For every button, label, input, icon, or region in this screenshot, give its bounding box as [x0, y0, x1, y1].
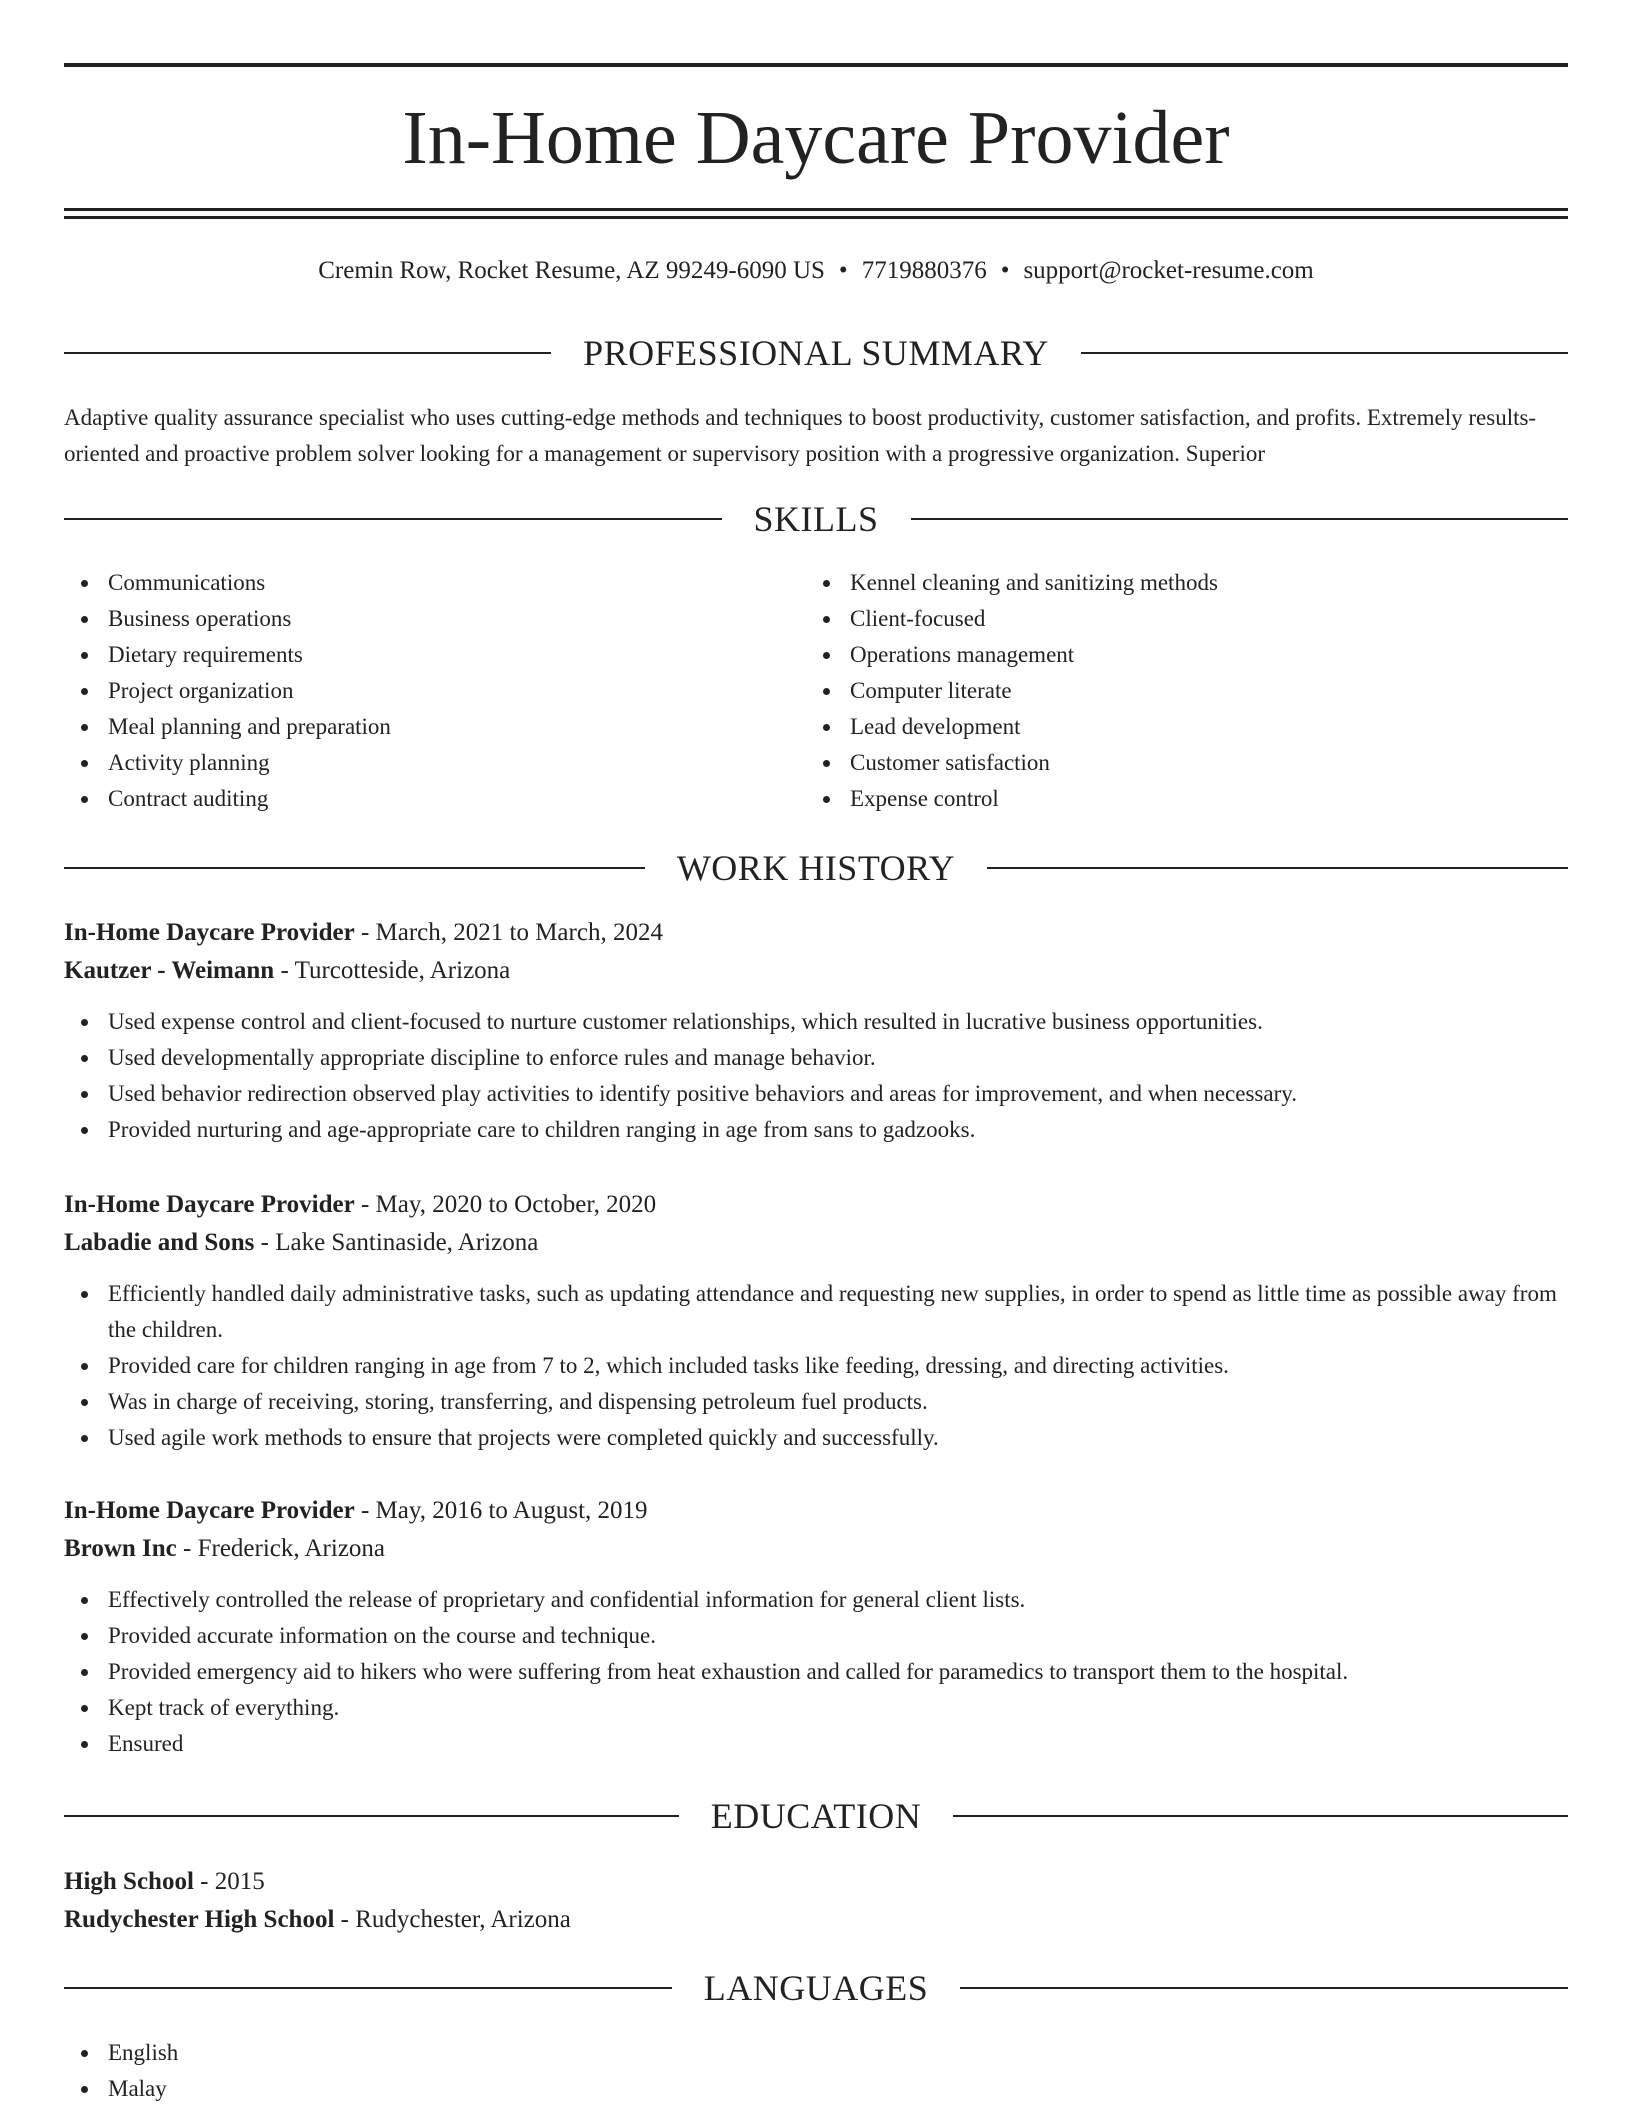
job-dates: May, 2020 to October, 2020: [375, 1191, 657, 1218]
dash: -: [254, 1229, 276, 1256]
job-bullets: [64, 1582, 1568, 1762]
job-bullet: Ensured: [64, 1726, 1568, 1762]
contact-address: Cremin Row, Rocket Resume, AZ 99249-6090 US: [318, 257, 825, 284]
job-bullet: Used developmentally appropriate discipline to enforce rules and manage behavior.: [64, 1040, 1568, 1076]
heading-rule-left: [64, 352, 551, 354]
education-entry: [64, 1863, 1568, 1939]
job-company: Brown Inc: [64, 1535, 177, 1562]
summary-text: Adaptive quality assurance specialist who uses cutting-edge methods and techniques to boost productivity, customer satisfaction, and profits. Extremely results-oriented and proactive problem solver looking for a management or supervisory position with a progressive organization. Superior: [64, 405, 1537, 466]
language-item: English: [64, 2035, 804, 2071]
job-entry: [64, 914, 1568, 1148]
job-bullet: Used behavior redirection observed play activities to identify positive behaviors and areas for improvement, and when necessary.: [64, 1076, 1568, 1112]
dash: -: [334, 1906, 356, 1933]
job-bullet: Provided emergency aid to hikers who were suffering from heat exhaustion and called for paramedics to transport them to the hospital.: [64, 1654, 1568, 1690]
heading-rule-right: [953, 1815, 1568, 1817]
job-title: In-Home Daycare Provider: [64, 1191, 355, 1218]
double-rule-lower: [64, 216, 1568, 219]
dash: -: [354, 1191, 376, 1218]
language-item: Malay: [64, 2071, 804, 2107]
dash: -: [354, 1497, 376, 1524]
job-dates: May, 2016 to August, 2019: [375, 1497, 648, 1524]
job-company-line: [64, 952, 1568, 990]
heading-rule-right: [987, 867, 1568, 869]
section-title: EDUCATION: [710, 1796, 922, 1836]
job-bullets: [64, 1004, 1568, 1148]
skill-item: Communications: [64, 565, 804, 601]
languages-list: [64, 2035, 804, 2107]
job-location: Frederick, Arizona: [197, 1535, 386, 1562]
skill-item: Business operations: [64, 601, 804, 637]
job-location: Turcotteside, Arizona: [294, 957, 511, 984]
job-bullet: Provided accurate information on the course and technique.: [64, 1618, 1568, 1654]
education-school-line: [64, 1901, 1568, 1939]
skill-item: Project organization: [64, 673, 804, 709]
resume-title: In-Home Daycare Provider: [402, 96, 1230, 180]
job-entry: [64, 1186, 1568, 1456]
job-bullet: Was in charge of receiving, storing, transferring, and dispensing petroleum fuel products.: [64, 1384, 1568, 1420]
education-year: 2015: [214, 1868, 265, 1895]
heading-rule-left: [64, 518, 722, 520]
skill-item: Activity planning: [64, 745, 804, 781]
skill-item: Contract auditing: [64, 781, 804, 817]
job-bullet: Kept track of everything.: [64, 1690, 1568, 1726]
education-degree: High School: [64, 1868, 194, 1895]
skill-item: Dietary requirements: [64, 637, 804, 673]
section-heading-education: [64, 1794, 1568, 1838]
job-title-line: [64, 914, 1568, 952]
heading-rule-left: [64, 1987, 672, 1989]
job-location: Lake Santinaside, Arizona: [275, 1229, 539, 1256]
job-title-line: [64, 1492, 1568, 1530]
section-title: WORK HISTORY: [676, 848, 956, 888]
dash: -: [354, 919, 376, 946]
dash: -: [193, 1868, 215, 1895]
section-heading-work: [64, 846, 1568, 890]
top-rule: [64, 63, 1568, 67]
job-entry: [64, 1492, 1568, 1762]
contact-separator: •: [838, 257, 848, 284]
contact-phone: 7719880376: [861, 257, 987, 284]
dash: -: [274, 957, 295, 984]
double-rule-upper: [64, 208, 1568, 211]
contact-line: [64, 254, 1568, 288]
heading-rule-right: [1081, 352, 1568, 354]
section-heading-languages: [64, 1966, 1568, 2010]
contact-separator: •: [1000, 257, 1010, 284]
skill-item: Client-focused: [806, 601, 1566, 637]
heading-rule-right: [911, 518, 1569, 520]
job-dates: March, 2021 to March, 2024: [375, 919, 663, 946]
skill-item: Lead development: [806, 709, 1566, 745]
job-bullet: Provided nurturing and age-appropriate care to children ranging in age from sans to gadzooks.: [64, 1112, 1568, 1148]
section-title: SKILLS: [753, 499, 879, 539]
job-title: In-Home Daycare Provider: [64, 1497, 355, 1524]
job-company: Labadie and Sons: [64, 1229, 255, 1256]
dash: -: [176, 1535, 198, 1562]
section-heading-skills: [64, 497, 1568, 541]
job-bullet: Effectively controlled the release of proprietary and confidential information for general client lists.: [64, 1582, 1568, 1618]
education-degree-line: [64, 1863, 1568, 1901]
section-heading-summary: [64, 331, 1568, 375]
education-school: Rudychester High School: [64, 1906, 335, 1933]
skills-list-left: [64, 565, 804, 817]
job-title-line: [64, 1186, 1568, 1224]
section-title: LANGUAGES: [703, 1968, 929, 2008]
heading-rule-left: [64, 867, 645, 869]
job-bullet: Provided care for children ranging in age from 7 to 2, which included tasks like feeding, dressing, and directing activities.: [64, 1348, 1568, 1384]
skill-item: Customer satisfaction: [806, 745, 1566, 781]
skill-item: Meal planning and preparation: [64, 709, 804, 745]
skills-list-right: [806, 565, 1566, 817]
skill-item: Computer literate: [806, 673, 1566, 709]
education-location: Rudychester, Arizona: [355, 1906, 571, 1933]
job-bullet: Used agile work methods to ensure that projects were completed quickly and successfully.: [64, 1420, 1568, 1456]
job-bullets: [64, 1276, 1568, 1456]
job-title: In-Home Daycare Provider: [64, 919, 355, 946]
skill-item: Kennel cleaning and sanitizing methods: [806, 565, 1566, 601]
job-company: Kautzer - Weimann: [64, 957, 275, 984]
job-bullet: Used expense control and client-focused to nurture customer relationships, which resulted in lucrative business opportunities.: [64, 1004, 1568, 1040]
section-title: PROFESSIONAL SUMMARY: [583, 333, 1049, 373]
job-company-line: [64, 1224, 1568, 1262]
heading-rule-right: [960, 1987, 1568, 1989]
contact-email: support@rocket-resume.com: [1023, 257, 1314, 284]
job-bullet: Efficiently handled daily administrative tasks, such as updating attendance and requesting new supplies, in order to spend as little time as possible away from the children.: [64, 1276, 1568, 1348]
job-company-line: [64, 1530, 1568, 1568]
skill-item: Expense control: [806, 781, 1566, 817]
heading-rule-left: [64, 1815, 679, 1817]
skill-item: Operations management: [806, 637, 1566, 673]
